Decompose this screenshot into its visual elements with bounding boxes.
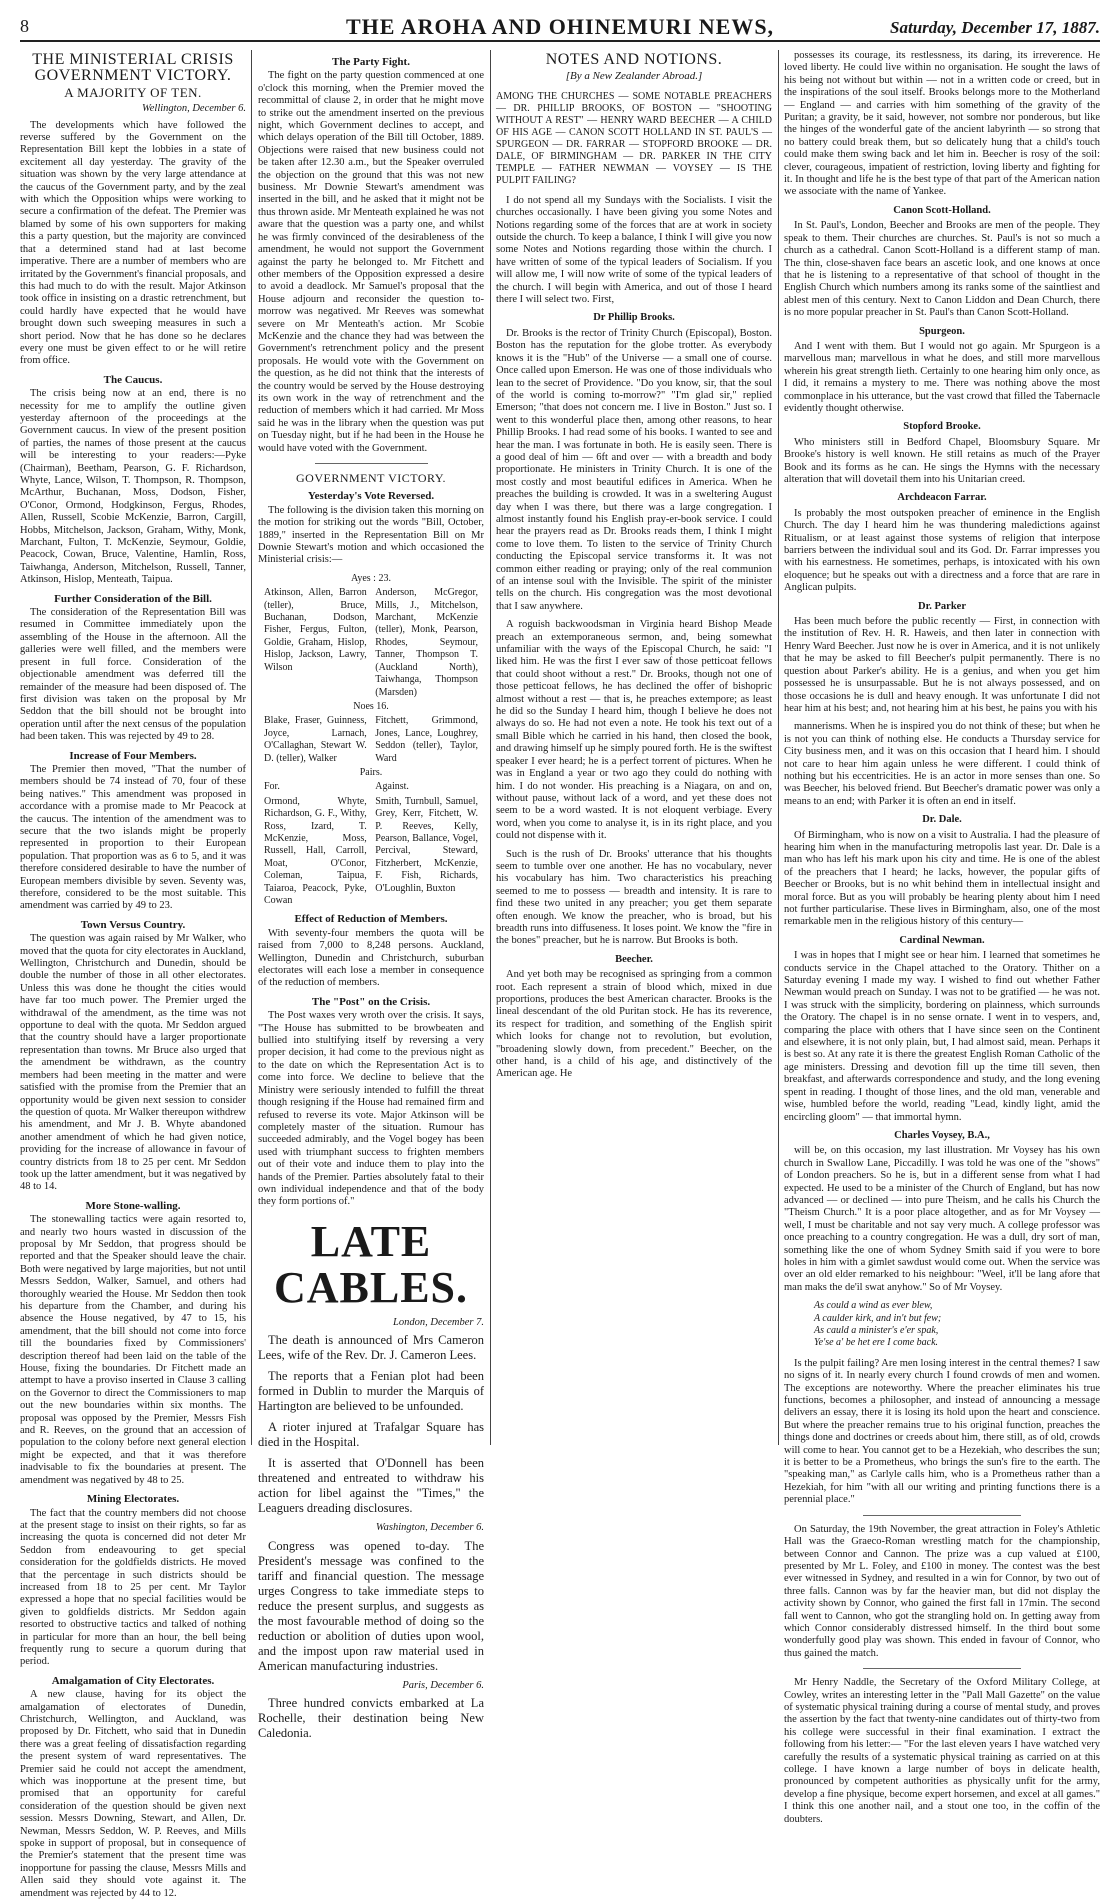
section-heading: Stopford Brooke. <box>903 421 981 433</box>
issue-date: Saturday, December 17, 1887. <box>890 18 1100 37</box>
noes-heading: Noes 16. <box>353 700 389 712</box>
cable-item: The reports that a Fenian plot had been formed in Dublin to murder the Marquis of Hartington are believed to be unfounded. <box>258 1369 484 1414</box>
section-heading: Dr. Parker <box>917 600 966 612</box>
ayes-heading: Ayes : 23. <box>351 572 391 584</box>
article-paragraph: The consideration of the Representation Bill was resumed in Committee immediately upon the assembling of the House in the afternoon. All the galleries were well filled, and the members were present in full force. Consideration of the objectionable amendment was deferred till the remainder of the measure had been disposed of. The first division was taken on the proposal by Mr Seddon that the bill should not be brought into operation until after the next census of the population had been taken. This was rejected by 49 to 28. <box>20 607 246 743</box>
headline-crisis: THE MINISTERIAL CRISIS <box>32 51 234 68</box>
column-4 <box>784 50 1100 1825</box>
pairs-left: Ormond, Whyte, Richardson, G. F., Withy, Ross, Izard, T. McKenzie, Moss, Russell, Hall, Carroll, Moat, O'Conor, Coleman, Taipua, Taiaroa, Peacock, Pyke, Cowan <box>264 795 367 906</box>
divider <box>315 463 428 464</box>
pairs-labels <box>258 781 484 793</box>
column-1 <box>20 50 246 1899</box>
article-paragraph: The stonewalling tactics were again resorted to, and nearly two hours wasted in discussion of the proposal by Mr Seddon, that progress should be reported and that the Speaker should leave the chair. Both were negatived by large majorities, but not until Messrs Seddon, Walker, Samuel, and others had thoroughly wearied the House. Mr Seddon then took his departure from the Chamber, and during his absence the House negatived, by 47 to 15, his amendment, that the bill should not come into force till the boundaries fixed by Commissioners' description thereof had been laid on the table of the House, fixing the boundaries. Dr Fitchett made an attempt to have a proviso inserted in Clause 3 calling on the Governor to direct the Commissioners to map out the new boundaries within six months. The proposal was opposed by the Premier, Messrs Fish and R. Reeves, on the ground that an accession of population to the colony before next general election might be expected, and that it was therefore inadvisable to fix the boundaries at present. The amendment was negatived by 48 to 25. <box>20 1214 246 1486</box>
cable-item: Three hundred convicts embarked at La Rochelle, their destination being New Caledonia. <box>258 1695 484 1740</box>
article-paragraph: Such is the rush of Dr. Brooks' utterance that his thoughts seem to tumble over one another. He has no vocabulary, never his vocabulary has him. Two characteristics his preaching seemed to me to possess — breadth and intensity. It is rare to find these two united in any preacher; you get them separate often enough. We know the preacher, who is broad, but his breadth runs into diffuseness. It loses point. We know the "fire in the bones" preacher, but he is narrow. But Brooks is both. <box>496 848 772 947</box>
cable-item: Congress was opened to-day. The President's message was confined to the tariff and financial question. The message urges Congress to take immediate steps to reduce the present surplus, and suggests as the most favourable method of doing so the reduction or abolition of duties upon wool, and the impost upon raw material used in American manufacturing industries. <box>258 1538 484 1673</box>
article-paragraph: The fight on the party question commenced at one o'clock this morning, when the Premier moved the recommittal of clause 2, in order that he might move to strike out the amendment inserted on the previous night, which Government declines to accept, and which delays operation of the Bill till October, 1889. Objections were raised that new business could not be taken after 12.30 a.m., but the Speaker overruled the objection on the ground that this was not new business. Mr Downie Stewart's amendment was inserted in the bill, and he asked that it might not be thus thrown aside. Mr Menteath explained he was not aware that the question was a party one, and whilst he was firmly convinced of the desirableness of the amendment, he would not support the Government against the party he belonged to. Mr Fitchett and other members of the Opposition expressed a desire to avoid a deadlock. Mr Samuel's proposal that the House adjourn and reconsider the question to-morrow was negatived. Mr Reeves was somewhat severe on Mr Menteath's action. Mr Scobie McKenzie and the chance they had was between the Government's retrenchment policy and the present proposals. He would vote with the Government on the question, as he did not think that the interests of the country would be served by the House destroying its own work in the way of retrenchment and the reduction of members which it had carried. Mr Moss said he was in the library when the question was put on Tuesday night, but if he had been in the House he would have voted with the Government. <box>258 70 484 454</box>
article-paragraph: And I went with them. But I would not go again. Mr Spurgeon is a marvellous man; marvellous in what he does, and still more marvellous wherein his great strength lieth. Certainly to one hearing him only once, as I did, it remains a mystery to me. There was nothing above the most commonplace in his utterance, but the vast crowd that filled the Tabernacle evidently thought otherwise. <box>784 340 1100 414</box>
section-heading: Cardinal Newman. <box>899 934 985 946</box>
page-number: 8 <box>20 16 29 36</box>
section-heading: Effect of Reduction of Members. <box>294 913 448 926</box>
section-heading: Beecher. <box>615 953 653 965</box>
noes-left: Blake, Fraser, Guinness, Joyce, Larnach, O'Callaghan, Stewart W. D. (teller), Walker <box>264 715 367 764</box>
article-summary: AMONG THE CHURCHES — SOME NOTABLE PREACHERS — DR. PHILLIP BROOKS, OF BOSTON — "SHOOTING WITHOUT A REST" — HENRY WARD BEECHER — A CHILD OF HIS AGE — CANON SCOTT HOLLAND IN ST. PAUL'S — SPURGEON — DR. FARRAR — STOPFORD BROOKE — DR. DALE, OF BIRMINGHAM — DR. PARKER IN THE CITY TEMPLE — FATHER NEWMAN — VOYSEY — IS THE PULPIT FAILING? <box>496 90 772 186</box>
column-3 <box>496 50 772 1450</box>
article-paragraph: The fact that the country members did not choose at the present stage to insist on their rights, so far as increasing the quota is concerned did not deter Mr Seddon from endeavouring to get special consideration for the goldfields districts. He moved that the percentage in such districts should be increased from 18 to 25 per cent. Mr Taylor expressed a hope that no special facilities would be given to goldfields districts. Mr Seddon again resorted to obstructive tactics and talked of nothing in particular for more than an hour, the bell being frequently rung to secure a quorum during that period. <box>20 1507 246 1668</box>
pairs-against-label: Against. <box>375 781 409 793</box>
section-heading: Dr Phillip Brooks. <box>593 312 675 324</box>
article-paragraph: The crisis being now at an end, there is no necessity for me to amplify the outline given yesterday afternoon of the proceedings at the Government caucus. In view of the present position of parties, the names of those present at the caucus will be interesting to your readers:—Pyke (Chairman), Beetham, Pearson, G. F. Richardson, Whyte, Lance, Wilson, T. Thompson, R. Thompson, McArthur, Buchanan, Moss, Dodson, Fisher, O'Conor, Ormond, Hodgkinson, Fergus, Rhodes, Allen, Russell, Scobie McKenzie, Barron, Cargill, Hobbs, Mitchelson, Jackson, Graham, Withy, Monk, Marchant, Fulton, T. McKenzie, Seymour, Goldie, Peacock, Cowan, Bruce, Valentine, Hamlin, Ross, Taiwhanga, Anderson, Mitchelson, Russell, Tanner, Atkinson, Hislop, Menteath, Taipua. <box>20 388 246 586</box>
headline-victory: GOVERNMENT VICTORY. <box>34 67 232 85</box>
noes-list <box>258 715 484 765</box>
divider <box>863 1515 1021 1516</box>
article-paragraph: Has been much before the public recently — First, in connection with the institution of Rev. H. R. Haweis, and then later in connection with Henry Ward Beecher. Just now he is over in America, and it is not unlikely that he may be asked to fill Beecher's pulpit permanently. There is no question about Parker's ability. He is a genius, and when you get him possessed he is unsurpassable. But he is not always possessed, and on those occasions he is dull and heavy enough. It was unfortunate I did not hear him at his best; and, not hearing him at his best, he pains you with his <box>784 616 1100 714</box>
section-heading: Archdeacon Farrar. <box>897 492 987 504</box>
section-heading: Increase of Four Members. <box>69 749 197 762</box>
verse-quote: As could a wind as ever blew, A caulder kirk, and in't but few; As cauld a minister's e'er spak, Ye'se a' be het ere I come back. <box>814 1300 942 1349</box>
divider <box>863 1668 1021 1669</box>
dateline: Wellington, December 6. <box>141 103 246 115</box>
article-paragraph: The following is the division taken this morning on the motion for striking out the words "Bill, October, 1889," inserted in the Representation Bill on Mr Downie Stewart's motion and which occasioned the Ministerial crisis:— <box>258 504 484 566</box>
ayes-left: Atkinson, Allen, Barron (teller), Bruce, Buchanan, Dodson, Fisher, Fergus, Fulton, Goldie, Graham, Hislop, Hislop, Jackson, Lawry, Wilson <box>264 587 367 673</box>
dateline: Washington, December 6. <box>375 1522 484 1534</box>
article-paragraph: I do not spend all my Sundays with the Socialists. I visit the churches occasionally. I have been giving you some Notes and Notions regarding some of the forces that are at work in society outside the church. To keep a balance, I think I will give you now some Notes and Notions regarding those within the church. I have written of some of the typical leaders of Socialism. If you will allow me, I will now write of some of the typical leaders of the church. I will begin with America, and out of those I heard there I will select two. First, <box>496 194 772 306</box>
ayes-right: Anderson, McGregor, Mills, J., Mitchelson, Marchant, McKenzie (teller), Monk, Pearson, Rhodes, Seymour, Tanner, Thompson T. (Auckland North), Taiwhanga, Thompson (Marsden) <box>375 587 478 698</box>
article-paragraph: mannerisms. When he is inspired you do not think of these; but when he is not you can think of nothing else. He conducts a Thursday service for City business men, and it was on this occasion that I heard him. I should not care to hear him again unless he were different. I could think of nothing but his eccentricities. He is an actor in more senses than one. So was Beecher, his beloved friend. But Beecher's dramatic power was only a means to an end; with Parker it is often an end in itself. <box>784 721 1100 807</box>
article-paragraph: Is probably the most outspoken preacher of eminence in the English Church. The day I heard him he was thundering maledictions against Ritualism, or at least against those systems of religion that interpose barriers between the individual soul and its God. Dr. Farrar impresses you with his earnestness. He sometimes, perhaps, is intoxicated with his own eloquence; but he speaks out with a directness and a force that are rare in Anglican pulpits. <box>784 507 1100 594</box>
article-paragraph: The Post waxes very wroth over the crisis. It says, "The House has submitted to be browbeaten and bullied into stultifying itself by reversing a very proper decision, it had come to the previous night as to the date on which the Representation Act is to come into force. We decline to believe that the Ministry were seriously intended to fulfill the threat though resigning if the House had remained firm and refused to reverse its vote. Major Atkinson will be completely master of the situation. Rumour has succeeded admirably, and the Vogel bogey has been used with triumphant success to frighten members out of their vote and induce them to play into the hands of the Premier. Parties absolutely fatal to their own individual independence and that of the body they form portions of." <box>258 1010 484 1208</box>
cable-item: A rioter injured at Trafalgar Square has died in the Hospital. <box>258 1420 484 1450</box>
section-heading: The "Post" on the Crisis. <box>311 995 431 1008</box>
article-paragraph: The question was again raised by Mr Walker, who moved that the quota for city electorates in Auckland, Wellington, Christchurch and Dunedin, should be double the number of those in all other electorates. Unless this was done he thought the cities would have far too much power. The Premier urged the withdrawal of the amendment, as the time was not opportune to deal with the quota. Mr Seddon argued that the country should have a larger proportionate representation than towns. Mr Bruce also urged that the amendment be withdrawn, as the country members had been meeting in the matter and were satisfied with the promise from the Premier that an opportunity would be given next session to consider the question of quota. Mr Walker thereupon withdrew his amendment, and Mr J. B. Whyte abandoned another amendment of which he had given notice, providing for the increase of allowance in favour of country districts from 18 to 25 per cent. Mr Seddon took up the latter amendment, but it was negatived by 48 to 14. <box>20 933 246 1193</box>
article-paragraph: A new clause, having for its object the amalgamation of electorates of Dunedin, Christchurch, Wellington, and Auckland, was proposed by Dr. Fitchett, who said that in Dunedin there was a great feeling of dissatisfaction regarding the present system of ward representatives. The Premier said he could not accept the amendment, which was inopportune at the present time, but promised that an opportunity for careful consideration of the question should be given next session. Messrs Downing, Stewart, and Allen, Dr. Newman, Messrs Seddon, W. P. Reeves, and Mills spoke in support of proposal, but in consequence of the Premier's statement that the present time was inopportune for passing the clause, Messrs Mills and Allen said they should vote against it. The amendment was rejected by 44 to 12. <box>20 1689 246 1899</box>
section-heading: The Party Fight. <box>332 56 410 68</box>
newspaper-title: THE AROHA AND OHINEMURI NEWS, <box>345 14 775 39</box>
headline-majority: A MAJORITY OF TEN. <box>64 84 202 100</box>
article-paragraph: Who ministers still in Bedford Chapel, Bloomsbury Square. Mr Brooke's history is well known. He still retains as much of the Prayer Book and its forms as he can. He sings the Hymns with the necessary alteration that will dovetail them into his Unitarian creed. <box>784 436 1100 485</box>
subheading: Yesterday's Vote Reversed. <box>307 490 435 503</box>
pairs-list <box>258 796 484 908</box>
pairs-heading: Pairs. <box>359 766 383 778</box>
article-paragraph: The Premier then moved, "That the number of members should be 74 instead of 70, four of these being natives." This amendment was proposed in accordance with a promise made to Mr Peacock at the caucus. The intention of the amendment was to secure that the two islands might be properly represented in proportion to their European population. That proportion was as 6 to 5, and it was therefore considered desirable to have the number of European members divisible by seven. Seventy was, therefore, considered to be the most suitable. This amendment was carried by 49 to 23. <box>20 763 246 912</box>
article-paragraph: possesses its courage, its restlessness, its daring, its irreverence. He loved liberty. He could live within no organisation. He sought the laws of his being not without but within — not in a written code or creed, but in the inspirations of the soul itself. Brooks belongs more to the Motherland — England — and carries with him something of the gravity of the Puritan; a gravity, be it said, however, not sombre nor ponderous, but like the hinges of the wonderful gate of the ancient labyrinth — so strong that no battery could break them, but so delicately hung that a child's touch could make them swing back and let him in. Beecher is rosy of the soil: clever, courageous, impatient of restriction, loving liberty and fighting for it. In thought and life he is the best type of that part of the American nation we associate with the name of Yankee. <box>784 50 1100 198</box>
headline-government-victory: GOVERNMENT VICTORY. <box>296 471 446 485</box>
article-paragraph: Is the pulpit failing? Are men losing interest in the central themes? I saw no signs of it. In nearly every church I found crowds of men and women. The exceptions are noteworthy. Where the preacher eliminates his true functions, becomes a philosopher, and instead of announcing a message delivers an essay, there it is losing its hold upon the heart and conscience. But where the preacher remains true to his original function, preaches the things done and doctrines or creeds about him, there still, as of old, crowds will come to hear. You cannot get to be a Hezekiah, who describes the sun; it is better to be a Prometheus, who brings the sun's fire to the earth. The "speaking man," as Carlyle calls him, who is a Prometheus rather than a Hezekiah, for him "with all our writing and printing functions there is a perennial place." <box>784 1357 1100 1506</box>
ayes-list <box>258 587 484 699</box>
section-heading: Town Versus Country. <box>80 918 186 931</box>
column-rule <box>251 50 252 1445</box>
article-paragraph: I was in hopes that I might see or hear him. I learned that sometimes he conducts service in the Chapel attached to the Oratory. Thither on a Saturday evening I made my way. I wished to find out whether Father Newman would preach on Sunday. I was not to be gratified — he was not. I was struck with the simplicity, bordering on plainness, which surrounds the Oratory. The chapel is in no sense ornate. I went in to vespers, and, comparing the place with others that I have since seen on the Continent and elsewhere, it is not only plain, but, I had almost said, mean. Perhaps it is best so. At any rate it is there the greatest English Roman Catholic of the age ministers. Dressing and devotion fill up the time till seven, then breakfast, and afterwards correspondence and study, and the long evening spent in reading. I thought of those lines, and the old man, venerable and wise, humbled before the world, reading "Lead, kindly light, amid the encircling gloom" — that immortal hymn. <box>784 950 1100 1123</box>
column-rule <box>778 50 779 1445</box>
section-heading: Charles Voysey, B.A., <box>894 1129 990 1141</box>
article-paragraph: Mr Henry Naddle, the Secretary of the Oxford Military College, at Cowley, writes an interesting letter in the "Pall Mall Gazette" on the value of systematic physical training during a course of mental study, and proves the assertion by the fact that twenty-nine candidates out of thirty-two from his college were successful in their final examination. I extract the following from his letter:— "For the last eleven years I have watched very carefully the results of a systematic physical training as carried on at this college. I have known a large number of boys in delicate health, pronounced by competent authorities as physically unfit for the army, develop a fine physique, become expert horsemen, and excel at all games." I think this one another nail, and a stout one too, in the coffin of the doubters. <box>784 1677 1100 1825</box>
cable-item: The death is announced of Mrs Cameron Lees, wife of the Rev. Dr. J. Cameron Lees. <box>258 1333 484 1363</box>
cable-item: It is asserted that O'Donnell has been threatened and entreated to withdraw his action for libel against the "Times," the Leaguers dreading disclosures. <box>258 1456 484 1516</box>
column-rule <box>490 50 491 1445</box>
article-paragraph: In St. Paul's, London, Beecher and Brooks are men of the people. They speak to them. Their churches are churches. St. Paul's is not so much a church as a cathedral. Canon Scott-Holland is a different stamp of man. The thin, close-shaven face bears an ascetic look, and one knows at once that he is listening to a representative of that school of thought in the English Church which numbers among its ranks some of the saintliest and ablest men of this century. Next to Canon Liddon and Dean Church, there is no more popular preacher in St. Paul's than Canon Scott-Holland. <box>784 220 1100 319</box>
article-paragraph: The developments which have followed the reverse suffered by the Government on the Representation Bill kept the lobbies in a state of excitement all day yesterday. The gravity of the situation was shown by the very large attendance at the caucus of the Government party, and by the zeal with which the Opposition whips were working to secure a confirmation of the defeat. The Premier was blamed by some of his own supporters for making this a party question, but the majority are convinced that a determined stand had at last become imperative. There are a number of members who are irritated by the Government's financial proposals, and this had much to do with the result. Major Atkinson took office in insisting on a drastic retrenchment, but could hardly have expected that he would have brought down such sweeping measures in such a short period. Now that he has done so he declares every one must be given effect to or he will retire from office. <box>20 119 246 367</box>
article-paragraph: will be, on this occasion, my last illustration. Mr Voysey has his own church in Swallow Lane, Piccadilly. I was told he was one of the "shows" of London preachers. So he is, but in a different sense from what I had expected. He used to be a minister of the Church of England, but has now advanced — or declined — into pure Theism, and he calls his Church the "Theism Church." It is a poor place altogether, and as for Mr Voysey — well, I must be charitable and not say very much. A college professor was once preaching to a country congregation. He was a dull, dry sort of man, something like the one of whom Sydney Smith said if you were to bore holes in him with a gimlet sawdust would come out. When the service was over an old elder remarked to his neighbour: "Weel, it'll be lang afore that man maks the de'il swat anyhow." So of Mr Voysey. <box>784 1145 1100 1293</box>
article-paragraph: With seventy-four members the quota will be raised from 7,000 to 8,248 persons. Auckland, Wellington, Dunedin and Christchurch, suburban electorates will each lose a member in consequence of the reduction of members. <box>258 927 484 989</box>
late-cables-headline: LATE CABLES. <box>273 1216 469 1312</box>
article-paragraph: A roguish backwoodsman in Virginia heard Bishop Meade preach an extemporaneous sermon, and, being somewhat unfamiliar with the ways of the Episcopal Church, he said: "I liked him. He was the first I ever saw of those petticoat fellows that could shoot without a rest." Dr. Brooks, though not one of those petticoat fellows, he has declined the offer of bishopric almost without a rest — that is, he preaches extempore; as least he did so the Sunday I heard him, though I believe he does not always do so. He had not even a note. He took his text out of a small Bible which he carried in his hand, then closed the book, and drawing himself up he simply poured forth. He is the swiftest speaker I ever heard; he is a perfect torrent of pictures. When he was in England a year or two ago they could do nothing with him. I do not wonder. His preaching is a Niagara, on and on, without pause, without lack of a word, and yet these does not seem to be a word wasted. It is not eloquent verbiage. Every word, when you come to analyse it, is in its right place, and you could not dispense with it. <box>496 619 772 842</box>
noes-right: Fitchett, Grimmond, Jones, Lance, Loughrey, Seddon (teller), Taylor, Ward <box>375 715 478 764</box>
headline-notes-and-notions: NOTES AND NOTIONS. <box>545 51 723 68</box>
section-heading: The Caucus. <box>103 373 163 386</box>
dateline: Paris, December 6. <box>402 1679 484 1691</box>
section-heading: Spurgeon. <box>919 325 965 337</box>
article-paragraph: Of Birmingham, who is now on a visit to Australia. I had the pleasure of hearing him when in the manufacturing metropolis last year. Dr. Dale is a man who has left his mark upon his city and time. He is one of the ablest of the preachers that I heard; he lacks, however, the popular gifts of Beecher or Brooks, but is no whit behind them in intellectual insight and moral force. But as you will probably be hearing plenty about him I need not further particularise. These lives in Birmingham, also, one of the most remarkable men in the religious history of this century— <box>784 829 1100 928</box>
section-heading: Dr. Dale. <box>922 814 962 826</box>
section-heading: Mining Electorates. <box>86 1493 180 1506</box>
section-heading: Amalgamation of City Electorates. <box>51 1674 215 1687</box>
byline: [By a New Zealander Abroad.] <box>565 70 703 83</box>
section-heading: Canon Scott-Holland. <box>893 204 991 216</box>
section-heading: More Stone-walling. <box>85 1199 181 1212</box>
masthead <box>20 14 1100 42</box>
pairs-for-label: For. <box>264 781 280 793</box>
article-paragraph: And yet both may be recognised as springing from a common root. Each represent a strain of blood which, mixed in due proportions, produces the best American character. Brooks is the lineal descendant of the old Puritan stock. He has its reverence, its respect for tradition, and something of the English spirit which looks for change not to revolution, but evolution, "broadening slowly down, from precedent." Beecher, on the other hand, is a child of his age, and distinctively of the American age. He <box>496 969 772 1080</box>
article-paragraph: Dr. Brooks is the rector of Trinity Church (Episcopal), Boston. Boston has the reputation for the globe trotter. As everybody knows it is the "Hub" of the Universe — a small one of course. Once called upon Emerson. He was one of those individuals who lean to the secret of Providence. "Do you know, sir, that the soul of the world is coming to-morrow?" "I'm glad sir," replied Emerson; "that does not concern me. I live in Boston." Just so. I went to this wonderful place then, among other reasons, to hear Phillip Brooks. I had read some of his books. I wanted to see and hear the man. I was fortunate in both. He is easily seen. There is a good deal of him — 6ft and over — with a breadth and body proportionate. He ministers in Trinity Church. It is one of the most costly and most beautiful edifices in America. When he preaches the building is crowded. It was in a sweltering August day when I was there, but there was a large congregation. I almost instantly found his English pray-er-book service. I could hear the prayers read as Dr. Brooks reads them, I think I might come to love them. To listen to the service of Trinity Church conducting the Episcopal service transforms it. It was not common either reading or praying; only of the real communion of an intense soul with the Invisible. The spirit of the minister tells on the church. His congregation was the most devotional that I saw anywhere. <box>496 327 772 612</box>
article-paragraph: On Saturday, the 19th November, the great attraction in Foley's Athletic Hall was the Graeco-Roman wrestling match for the championship, between Connor and Cannon. The prize was a cup valued at £100, presented by Mr L. Foley, and £100 in money. The contest was the best ever witnessed in Sydney, and resulted in a win for Connor, by two out of three falls. Cannon was by far the heavier man, but did not display the activity shown by Connor, who gained the first fall in 17min. The second fall went to Cannon, who got the strangling hold on. In getting away from which Connor considerably distressed himself. In the third bout some wonderfully good play was shown. This ended in favour of Connor, who thus gained the match. <box>784 1523 1100 1659</box>
pairs-right: Smith, Turnbull, Samuel, Grey, Kerr, Fitchett, W. P. Reeves, Kelly, Pearson, Ballance, Vogel, Percival, Steward, Fitzherbert, McKenzie, F. Fish, Richards, O'Loughlin, Buxton <box>375 795 478 894</box>
section-heading: Further Consideration of the Bill. <box>54 592 212 605</box>
dateline: London, December 7. <box>393 1316 484 1328</box>
column-2 <box>258 50 484 1740</box>
